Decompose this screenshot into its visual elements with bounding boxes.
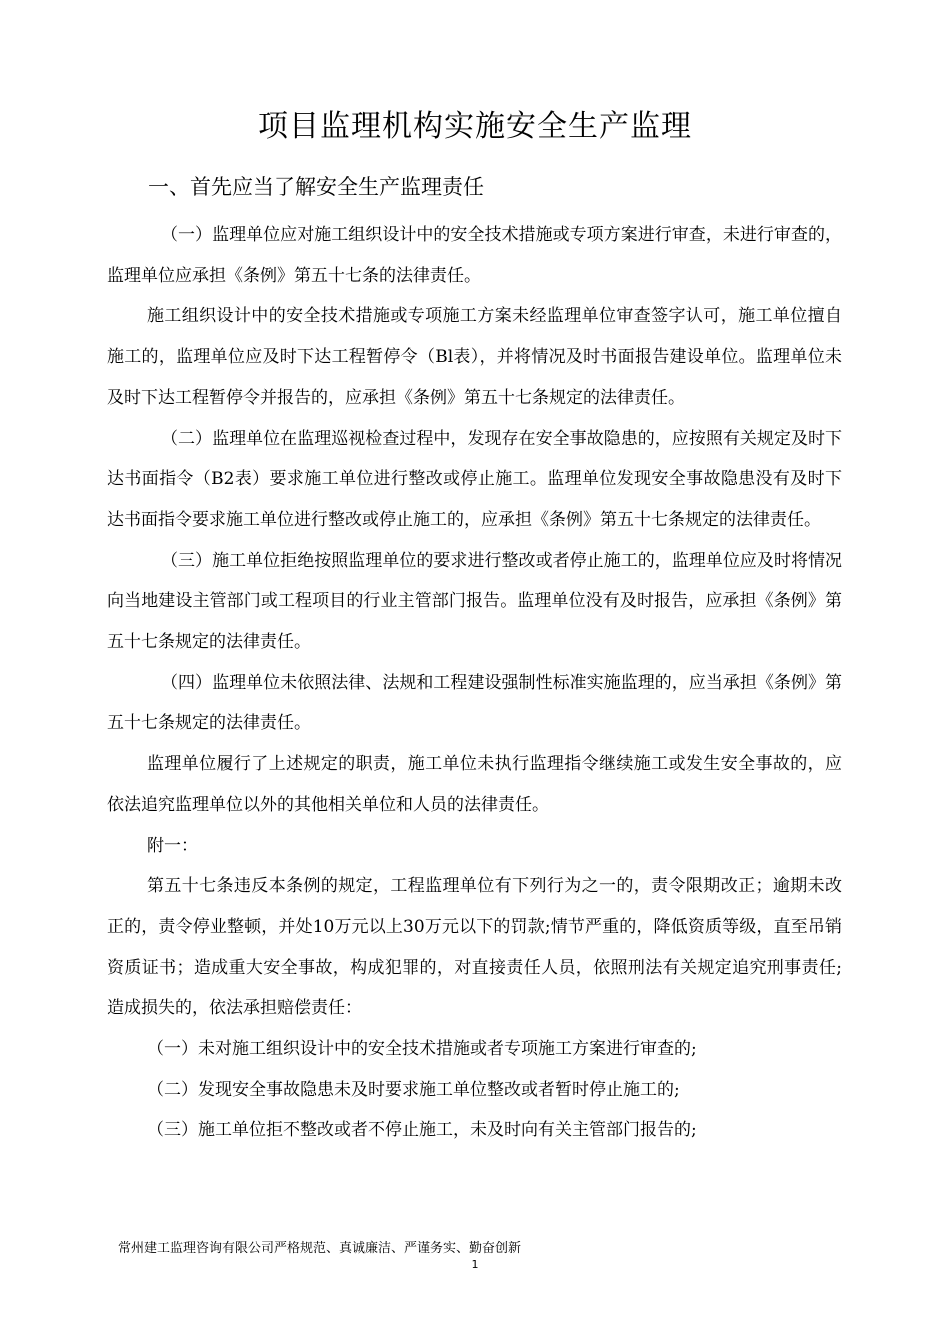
paragraph-item-1: （一）监理单位应对施工组织设计中的安全技术措施或专项方案进行审查，未进行审查的，监理单位应承担《条例》第五十七条的法律责任。 xyxy=(107,225,842,286)
section-heading: 一、首先应当了解安全生产监理责任 xyxy=(148,175,484,199)
paragraph-fulfilled-duties: 监理单位履行了上述规定的职责，施工单位未执行监理指令继续施工或发生安全事故的，应依法追究监理单位以外的其他相关单位和人员的法律责任。 xyxy=(107,754,842,815)
paragraph-item-3: （三）施工单位拒绝按照监理单位的要求进行整改或者停止施工的，监理单位应及时将情况向当地建设主管部门或工程项目的行业主管部门报告。监理单位没有及时报告，应承担《条例》第五十七条规定的法律责任。 xyxy=(107,550,842,653)
document-body xyxy=(107,215,842,1151)
paragraph-review-responsibility: 施工组织设计中的安全技术措施或专项施工方案未经监理单位审查签字认可，施工单位擅自施工的，监理单位应及时下达工程暂停令（Bl表），并将情况及时书面报告建设单位。监理单位未及时下达工程暂停令并报告的，应承担《条例》第五十七条规定的法律责任。 xyxy=(107,306,842,408)
page-number: 1 xyxy=(471,1258,479,1271)
article-57-text: 第五十七条违反本条例的规定，工程监理单位有下列行为之一的，责令限期改正；逾期未改正的，责令停业整顿，并处10万元以上30万元以下的罚款;情节严重的，降低资质等级，直至吊销资质证书；造成重大安全事故，构成犯罪的，对直接责任人员，依照刑法有关规定追究刑事责任;造成损失的，依法承担赔偿责任： xyxy=(107,876,842,1019)
paragraph-item-2: （二）监理单位在监理巡视检查过程中，发现存在安全事故隐患的，应按照有关规定及时下达书面指令（B2表）要求施工单位进行整改或停止施工。监理单位发现安全事故隐患没有及时下达书面指令要求施工单位进行整改或停止施工的，应承担《条例》第五十七条规定的法律责任。 xyxy=(107,428,842,530)
appendix-label: 附一： xyxy=(147,835,198,856)
paragraph-item-4: （四）监理单位未依照法律、法规和工程建设强制性标准实施监理的，应当承担《条例》第五十七条规定的法律责任。 xyxy=(107,672,842,734)
article-item-1: （一）未对施工组织设计中的安全技术措施或者专项施工方案进行审查的; xyxy=(147,1039,697,1060)
document-title: 项目监理机构实施安全生产监理 xyxy=(258,109,692,144)
footer-company-motto: 常州建工监理咨询有限公司严格规范、真诚廉洁、严谨务实、勤奋创新 xyxy=(118,1241,522,1256)
article-item-3: （三）施工单位拒不整改或者不停止施工，未及时向有关主管部门报告的; xyxy=(147,1120,697,1141)
article-item-2: （二）发现安全事故隐患未及时要求施工单位整改或者暂时停止施工的; xyxy=(147,1079,680,1100)
